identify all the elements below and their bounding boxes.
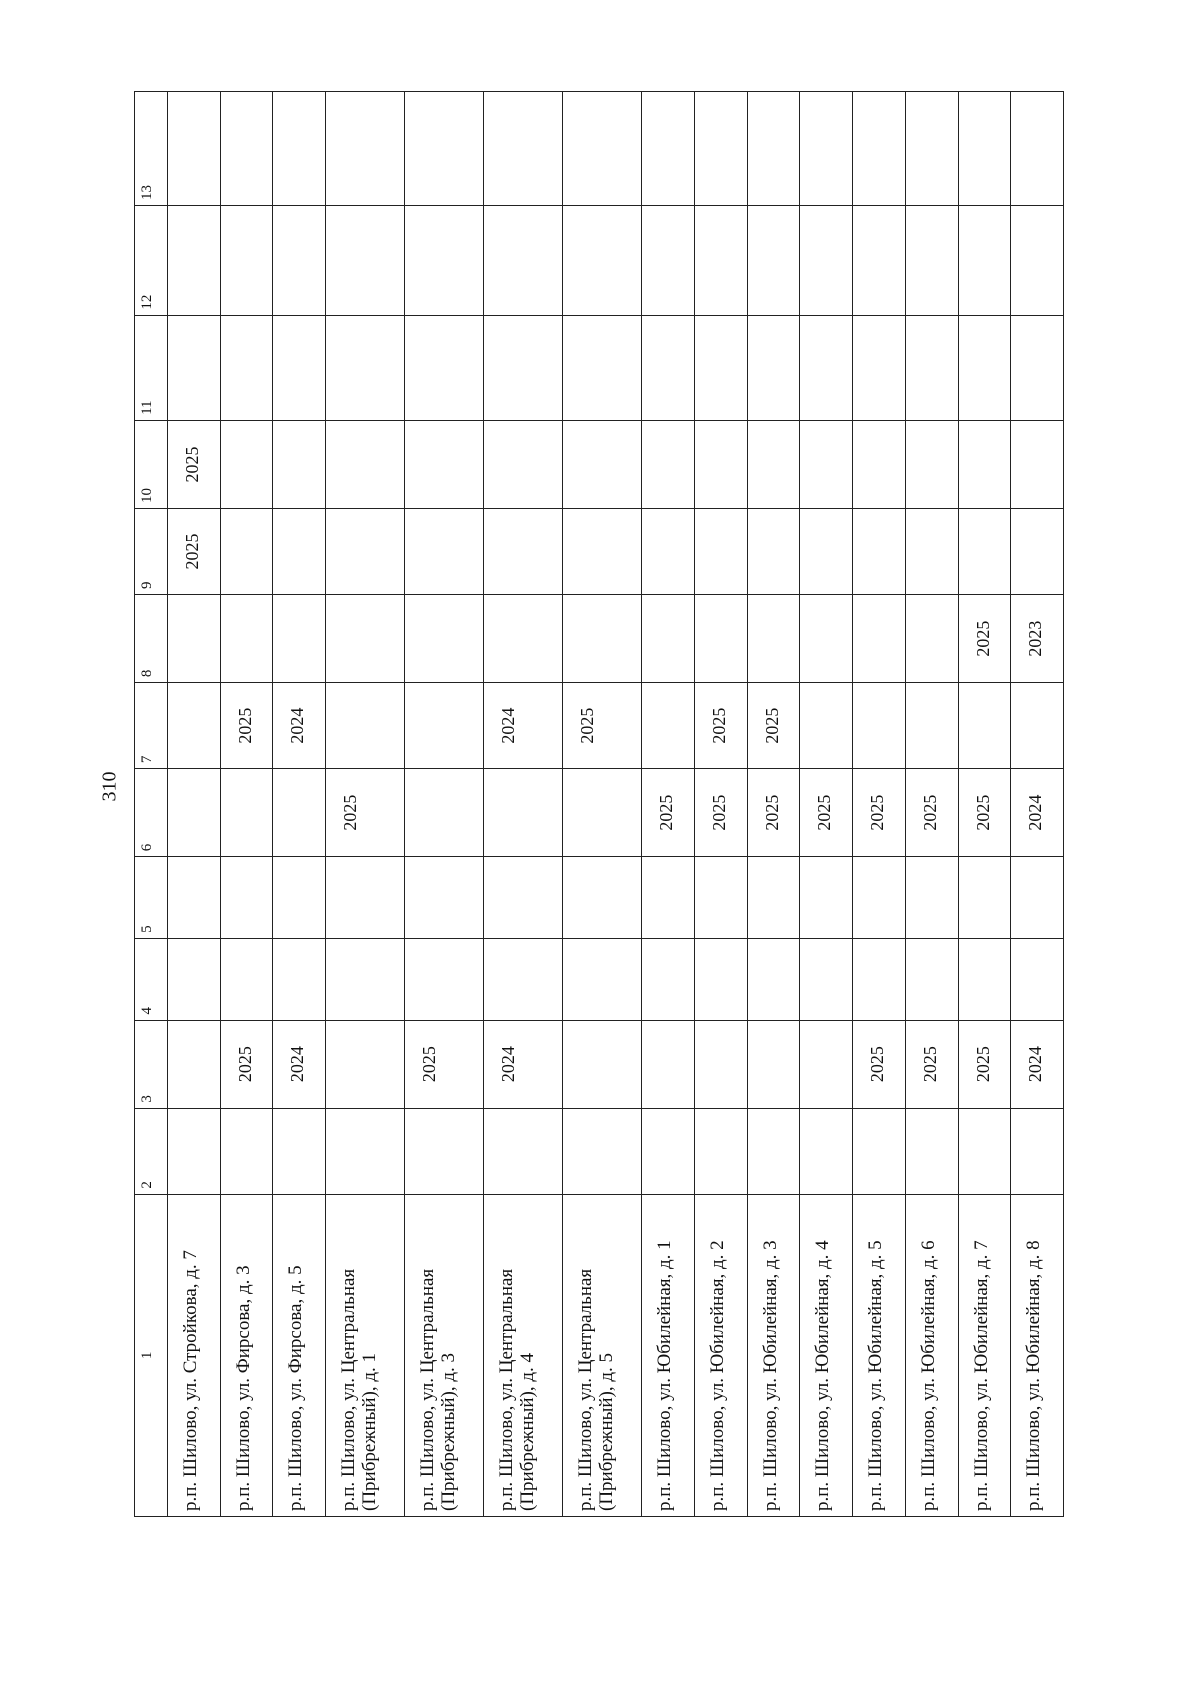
address-cell: р.п. Шилово, ул. Центральная (Прибрежный), д. 3: [405, 1194, 484, 1516]
column-header: 3: [135, 1020, 168, 1108]
year-cell: [405, 509, 484, 595]
year-cell: [484, 509, 563, 595]
year-cell: [484, 315, 563, 420]
year-cell: [958, 938, 1011, 1020]
year-cell: [853, 509, 906, 595]
year-cell: [642, 595, 695, 683]
year-cell: [747, 595, 800, 683]
address-cell: р.п. Шилово, ул. Юбилейная, д. 5: [853, 1194, 906, 1516]
year-cell: [220, 315, 273, 420]
address-cell: р.п. Шилово, ул. Стройкова, д. 7: [168, 1194, 221, 1516]
year-cell: [220, 938, 273, 1020]
year-cell: [326, 1108, 405, 1194]
year-cell: [563, 938, 642, 1020]
year-cell: [220, 769, 273, 857]
address-cell: р.п. Шилово, ул. Юбилейная, д. 8: [1011, 1194, 1064, 1516]
table-row: [168, 92, 221, 1517]
column-header: 6: [135, 769, 168, 857]
table-row: [273, 92, 326, 1517]
year-cell: [405, 92, 484, 206]
column-header: 11: [135, 315, 168, 420]
address-cell: р.п. Шилово, ул. Юбилейная, д. 4: [800, 1194, 853, 1516]
year-cell: [563, 769, 642, 857]
year-cell: [1011, 938, 1064, 1020]
year-cell: [800, 315, 853, 420]
year-cell: [273, 857, 326, 939]
year-cell: [563, 595, 642, 683]
year-cell: [642, 509, 695, 595]
year-cell: 2025: [958, 769, 1011, 857]
year-cell: [747, 857, 800, 939]
year-cell: [484, 857, 563, 939]
column-header: 2: [135, 1108, 168, 1194]
header-row: [135, 92, 168, 1517]
year-cell: [747, 315, 800, 420]
table-row: [800, 92, 853, 1517]
year-cell: [405, 595, 484, 683]
year-cell: [800, 1020, 853, 1108]
year-cell: [905, 92, 958, 206]
year-cell: 2025: [695, 769, 748, 857]
year-cell: 2024: [273, 1020, 326, 1108]
year-cell: [220, 857, 273, 939]
year-cell: 2025: [563, 683, 642, 769]
year-cell: [853, 683, 906, 769]
year-cell: [747, 1108, 800, 1194]
address-cell: р.п. Шилово, ул. Юбилейная, д. 7: [958, 1194, 1011, 1516]
address-cell: р.п. Шилово, ул. Юбилейная, д. 2: [695, 1194, 748, 1516]
year-cell: [405, 206, 484, 316]
year-cell: [905, 1108, 958, 1194]
schedule-table: [134, 91, 1064, 1517]
year-cell: [800, 509, 853, 595]
year-cell: [905, 683, 958, 769]
table-body: [168, 92, 1064, 1517]
year-cell: [853, 315, 906, 420]
year-cell: [695, 92, 748, 206]
table-row: [484, 92, 563, 1517]
year-cell: 2024: [484, 683, 563, 769]
year-cell: [220, 1108, 273, 1194]
year-cell: [642, 92, 695, 206]
year-cell: [405, 769, 484, 857]
column-header: 7: [135, 683, 168, 769]
column-header: 12: [135, 206, 168, 316]
year-cell: [853, 1108, 906, 1194]
year-cell: [563, 420, 642, 508]
year-cell: [642, 420, 695, 508]
year-cell: [853, 938, 906, 1020]
year-cell: [800, 206, 853, 316]
year-cell: [563, 1108, 642, 1194]
year-cell: [1011, 206, 1064, 316]
year-cell: [853, 595, 906, 683]
year-cell: [695, 420, 748, 508]
year-cell: [642, 857, 695, 939]
year-cell: [695, 1108, 748, 1194]
year-cell: [168, 938, 221, 1020]
year-cell: [958, 206, 1011, 316]
year-cell: [326, 92, 405, 206]
table-row: [958, 92, 1011, 1517]
year-cell: [1011, 315, 1064, 420]
year-cell: [747, 206, 800, 316]
year-cell: [168, 1020, 221, 1108]
year-cell: [484, 938, 563, 1020]
year-cell: [273, 938, 326, 1020]
year-cell: [1011, 1108, 1064, 1194]
year-cell: [800, 595, 853, 683]
year-cell: [563, 92, 642, 206]
year-cell: [405, 683, 484, 769]
table-row: [563, 92, 642, 1517]
year-cell: [405, 1108, 484, 1194]
table-row: [1011, 92, 1064, 1517]
year-cell: [853, 92, 906, 206]
address-cell: р.п. Шилово, ул. Юбилейная, д. 3: [747, 1194, 800, 1516]
rotated-table-container: [134, 91, 1064, 1517]
year-cell: [405, 938, 484, 1020]
year-cell: [642, 315, 695, 420]
year-cell: [958, 315, 1011, 420]
year-cell: [1011, 509, 1064, 595]
year-cell: 2025: [958, 1020, 1011, 1108]
year-cell: [484, 206, 563, 316]
year-cell: [1011, 683, 1064, 769]
year-cell: 2025: [800, 769, 853, 857]
year-cell: 2025: [220, 683, 273, 769]
year-cell: [273, 92, 326, 206]
year-cell: [800, 683, 853, 769]
table-row: [220, 92, 273, 1517]
column-header: 5: [135, 857, 168, 939]
year-cell: [405, 420, 484, 508]
year-cell: [905, 420, 958, 508]
year-cell: [273, 206, 326, 316]
address-cell: р.п. Шилово, ул. Центральная (Прибрежный), д. 4: [484, 1194, 563, 1516]
year-cell: [168, 857, 221, 939]
year-cell: [220, 420, 273, 508]
year-cell: [958, 857, 1011, 939]
year-cell: [273, 1108, 326, 1194]
year-cell: [563, 1020, 642, 1108]
year-cell: [168, 92, 221, 206]
year-cell: [747, 509, 800, 595]
year-cell: [958, 509, 1011, 595]
year-cell: [168, 683, 221, 769]
year-cell: [1011, 92, 1064, 206]
column-header: 8: [135, 595, 168, 683]
year-cell: 2024: [1011, 1020, 1064, 1108]
year-cell: [905, 595, 958, 683]
year-cell: [642, 683, 695, 769]
year-cell: [484, 92, 563, 206]
year-cell: [642, 1020, 695, 1108]
year-cell: 2023: [1011, 595, 1064, 683]
year-cell: 2025: [747, 683, 800, 769]
table-row: [853, 92, 906, 1517]
year-cell: [905, 857, 958, 939]
year-cell: [563, 206, 642, 316]
year-cell: [800, 92, 853, 206]
year-cell: 2024: [484, 1020, 563, 1108]
year-cell: [853, 206, 906, 316]
column-header: 9: [135, 509, 168, 595]
year-cell: [220, 595, 273, 683]
table-row: [405, 92, 484, 1517]
year-cell: [800, 420, 853, 508]
year-cell: [168, 1108, 221, 1194]
year-cell: [326, 595, 405, 683]
year-cell: 2024: [273, 683, 326, 769]
year-cell: [747, 420, 800, 508]
year-cell: [958, 683, 1011, 769]
year-cell: 2025: [168, 509, 221, 595]
table-row: [747, 92, 800, 1517]
year-cell: [695, 1020, 748, 1108]
year-cell: [326, 315, 405, 420]
year-cell: [273, 315, 326, 420]
year-cell: [273, 595, 326, 683]
year-cell: [905, 938, 958, 1020]
year-cell: [220, 509, 273, 595]
year-cell: [326, 683, 405, 769]
year-cell: 2025: [405, 1020, 484, 1108]
column-header: 1: [135, 1194, 168, 1516]
year-cell: [695, 315, 748, 420]
year-cell: [958, 420, 1011, 508]
year-cell: [905, 315, 958, 420]
year-cell: [747, 1020, 800, 1108]
year-cell: [642, 938, 695, 1020]
address-cell: р.п. Шилово, ул. Фирсова, д. 3: [220, 1194, 273, 1516]
year-cell: [168, 315, 221, 420]
year-cell: [326, 1020, 405, 1108]
year-cell: [326, 509, 405, 595]
year-cell: [642, 206, 695, 316]
year-cell: [484, 769, 563, 857]
year-cell: [958, 1108, 1011, 1194]
year-cell: [563, 315, 642, 420]
year-cell: 2025: [168, 420, 221, 508]
year-cell: [326, 206, 405, 316]
year-cell: [695, 938, 748, 1020]
address-cell: р.п. Шилово, ул. Центральная (Прибрежный), д. 1: [326, 1194, 405, 1516]
year-cell: [168, 769, 221, 857]
year-cell: [800, 1108, 853, 1194]
year-cell: [853, 420, 906, 508]
year-cell: [695, 206, 748, 316]
year-cell: [220, 92, 273, 206]
address-cell: р.п. Шилово, ул. Юбилейная, д. 6: [905, 1194, 958, 1516]
table-row: [695, 92, 748, 1517]
year-cell: [695, 857, 748, 939]
address-cell: р.п. Шилово, ул. Фирсова, д. 5: [273, 1194, 326, 1516]
year-cell: 2025: [642, 769, 695, 857]
year-cell: [326, 857, 405, 939]
year-cell: [326, 938, 405, 1020]
year-cell: [905, 206, 958, 316]
year-cell: [484, 595, 563, 683]
year-cell: [326, 420, 405, 508]
year-cell: [1011, 420, 1064, 508]
address-cell: р.п. Шилово, ул. Юбилейная, д. 1: [642, 1194, 695, 1516]
table-row: [905, 92, 958, 1517]
year-cell: [405, 315, 484, 420]
year-cell: 2025: [747, 769, 800, 857]
year-cell: [695, 509, 748, 595]
year-cell: [168, 206, 221, 316]
year-cell: [800, 938, 853, 1020]
year-cell: 2025: [853, 769, 906, 857]
year-cell: 2025: [220, 1020, 273, 1108]
year-cell: [747, 92, 800, 206]
table-row: [642, 92, 695, 1517]
year-cell: [853, 857, 906, 939]
year-cell: [220, 206, 273, 316]
year-cell: [642, 1108, 695, 1194]
column-header: 10: [135, 420, 168, 508]
year-cell: 2025: [958, 595, 1011, 683]
year-cell: 2025: [853, 1020, 906, 1108]
year-cell: [168, 595, 221, 683]
year-cell: [747, 938, 800, 1020]
address-cell: р.п. Шилово, ул. Центральная (Прибрежный), д. 5: [563, 1194, 642, 1516]
year-cell: [1011, 857, 1064, 939]
column-header: 13: [135, 92, 168, 206]
year-cell: 2025: [326, 769, 405, 857]
year-cell: [484, 420, 563, 508]
year-cell: 2024: [1011, 769, 1064, 857]
year-cell: [958, 92, 1011, 206]
year-cell: [484, 1108, 563, 1194]
year-cell: [273, 509, 326, 595]
year-cell: [905, 509, 958, 595]
year-cell: [563, 509, 642, 595]
year-cell: [695, 595, 748, 683]
table-row: [326, 92, 405, 1517]
year-cell: 2025: [905, 769, 958, 857]
year-cell: 2025: [695, 683, 748, 769]
page-number: 310: [98, 771, 121, 802]
year-cell: [273, 420, 326, 508]
year-cell: [273, 769, 326, 857]
column-header: 4: [135, 938, 168, 1020]
year-cell: [800, 857, 853, 939]
year-cell: 2025: [905, 1020, 958, 1108]
year-cell: [405, 857, 484, 939]
year-cell: [563, 857, 642, 939]
